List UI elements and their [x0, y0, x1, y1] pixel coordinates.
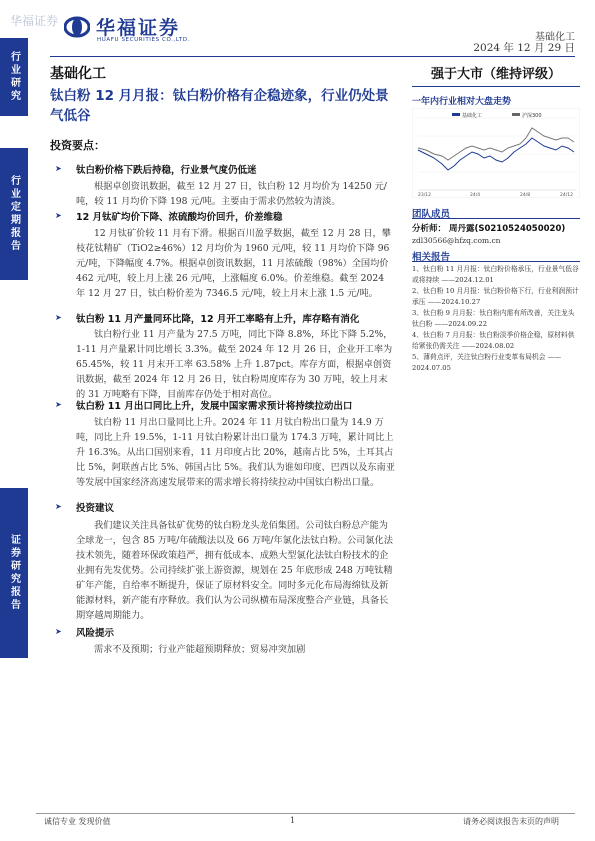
header-rule: [50, 56, 575, 57]
legend-label-index: 沪深300: [522, 113, 542, 119]
bullet-icon: ➤: [55, 627, 62, 636]
section-heading: 钛白粉价格下跌后持稳，行业景气度仍低迷: [76, 165, 257, 176]
investment-points-label: 投资要点：: [50, 139, 105, 152]
watermark: 华福证券: [10, 14, 59, 28]
section-heading: 12 月钛矿均价下降、浓硫酸均价回升，价差维稳: [76, 212, 283, 223]
report-title: 钛白粉 12 月月报：钛白粉价格有企稳迹象，行业仍处景气低谷: [50, 88, 389, 124]
section-text: 根据卓创资讯数据，截至 12 月 27 日，钛白粉 12 月均价为 14250 元/吨，较 11 月均价下降 198 元/吨。主要由于需求仍然较为清淡。: [76, 181, 387, 207]
relative-performance-chart: [412, 108, 580, 198]
bullet-icon: ➤: [55, 400, 62, 409]
logo-text-cn: 华福证券: [96, 17, 181, 39]
rating-rule: [412, 86, 580, 87]
side-tab-periodic-report: 行业定期报告: [0, 148, 28, 280]
team-rule: [412, 218, 580, 219]
x-tick-label: 24/12: [560, 193, 573, 198]
section-text: 钛白粉 11 月出口量同比上升。2024 年 11 月钛白粉出口量为 14.9 万吨，同比上升 19.5%，1-11 月钛白粉累计出口量为 174.3 万吨，累计同比上升 16.3%。从出口国别来看，11 月印度占比 20%，越南占比 5%，土耳其占比 5%，阿联酋占比 5%、韩国占比 5%。我们认为谁如印度、巴西以及东南亚等发展中国家经济高速发展带来的需求增长将持续拉动中国钛白粉出口量。: [76, 417, 395, 488]
x-tick-label: 24/4: [470, 193, 481, 198]
footer-slogan: 诚信专业 发现价值: [44, 817, 111, 826]
bullet-icon: ➤: [55, 313, 62, 322]
legend-label-sector: 基础化工: [462, 113, 483, 119]
related-report-link[interactable]: 3、钛白粉 9 月月报：钛白粉内需有所改善，关注龙头钛白粉 ——2024.09.22: [412, 309, 575, 328]
section-heading: 钛白粉 11 月出口同比上升，发展中国家需求预计将持续拉动出口: [76, 401, 353, 412]
page-number: 1: [290, 816, 296, 825]
logo-text-en: HUAFU SECURITIES CO.,LTD.: [97, 37, 190, 43]
related-rule: [412, 261, 580, 262]
rating: 强于大市（维持评级）: [430, 67, 561, 82]
side-tab-industry-research: 行业研究: [0, 38, 28, 116]
bullet-icon: ➤: [55, 502, 62, 511]
related-report-link[interactable]: 4、钛白粉 7 月月报：钛白粉淡季价格企稳，原材料供给紧张仍需关注 ——2024.08.02: [412, 331, 575, 350]
side-tab-securities-report: 证券研究报告: [0, 488, 28, 658]
section-text: 12 月钛矿价较 11 月有下滑。根据百川盈孚数据，截至 12 月 28 日，攀枝花钛精矿（TiO2≥46%）12 月均价为 1960 元/吨，较 11 月均价下降 96 元/吨，下降幅度 4.7%。根据卓创资讯数据，11 月浓硫酸（98%）全国均价 462 元/吨，较上月上涨 26 元/吨，上涨幅度 6.0%。价差维稳。截至 2024 年 12 月 27 日，钛白粉价差为 7346.5 元/吨，较上月末上涨 1.5 元/吨。: [76, 228, 391, 299]
x-tick-label: 24/8: [520, 193, 531, 198]
analyst-name: 分析师： 周丹露(S0210524050020): [412, 224, 566, 234]
related-report-link[interactable]: 5、薄荷点评，关注钛白粉行业变革布局机会 ——2024.07.05: [412, 353, 562, 372]
section-text: 需求不及预期；行业产能超预期释放；贸易冲突加剧: [94, 644, 306, 655]
bullet-icon: ➤: [55, 211, 62, 220]
team-label: 团队成员: [412, 209, 451, 220]
header-industry: 基础化工: [535, 32, 575, 43]
chart-title: 一年内行业相对大盘走势: [412, 97, 512, 107]
section-text: 我们建议关注具备钛矿优势的钛白粉龙头龙佰集团。公司钛白粉总产能为全球龙一，包含 85 万吨/年硫酸法以及 66 万吨/年氯化法钛白粉。公司氯化法技术领先，随着环保政策趋严，拥有低成本、成熟大型氯化法钛白粉技术的企业拥有先发优势。公司持续扩张上游资源，规划在 25 年底形成 248 万吨钛精矿年产能，自给率不断提升，保证了原材料安全。同时多元化布局海绵钛及新能源材料，新产能有序释放。我们认为公司纵横布局深度整合产业链，具备长期穿越周期能力。: [76, 520, 393, 621]
footer-rule: [36, 813, 575, 814]
section-heading: 风险提示: [76, 628, 115, 639]
sector-title: 基础化工: [50, 66, 106, 82]
bullet-icon: ➤: [55, 164, 62, 173]
section-heading: 钛白粉 11 月产量同环比降，12 月开工率略有上升，库存略有消化: [76, 314, 360, 325]
logo-mark-icon: [64, 14, 90, 40]
header-date: 2024 年 12 月 29 日: [473, 42, 575, 54]
related-report-link[interactable]: 1、钛白粉 11 月月报：钛白粉价格承压，行业景气低谷或将持续 ——2024.12.01: [412, 265, 579, 284]
section-text: 钛白粉行业 11 月产量为 27.5 万吨，同比下降 8.8%，环比下降 5.2%，1-11 月产量累计同比增长 3.3%。截至 2024 年 12 月 26 日，企业开工率为 65.45%，较 11 月末开工率 63.58% 上升 1.87pct。库存方面，根据卓创资讯数据，截至 2024 年 12 月 26 日，钛白粉周度库存为 30 万吨，较上月末的 31 万吨略有下降，目前库存仍处于相对高位。: [76, 329, 393, 400]
footer-disclaimer: 请务必阅读报告末页的声明: [463, 817, 559, 826]
legend-swatch-sector: [452, 113, 460, 116]
section-heading: 投资建议: [76, 503, 115, 514]
analyst-email[interactable]: zdl30566@hfzq.com.cn: [412, 236, 501, 245]
related-report-link[interactable]: 2、钛白粉 10 月月报：钛白粉价格下行，行业利润预计承压 ——2024.10.27: [412, 287, 579, 306]
legend-swatch-index: [512, 113, 520, 116]
related-label: 相关报告: [412, 252, 451, 263]
x-tick-label: 23/12: [418, 193, 431, 198]
related-list: [412, 264, 580, 374]
company-logo: [64, 12, 224, 48]
